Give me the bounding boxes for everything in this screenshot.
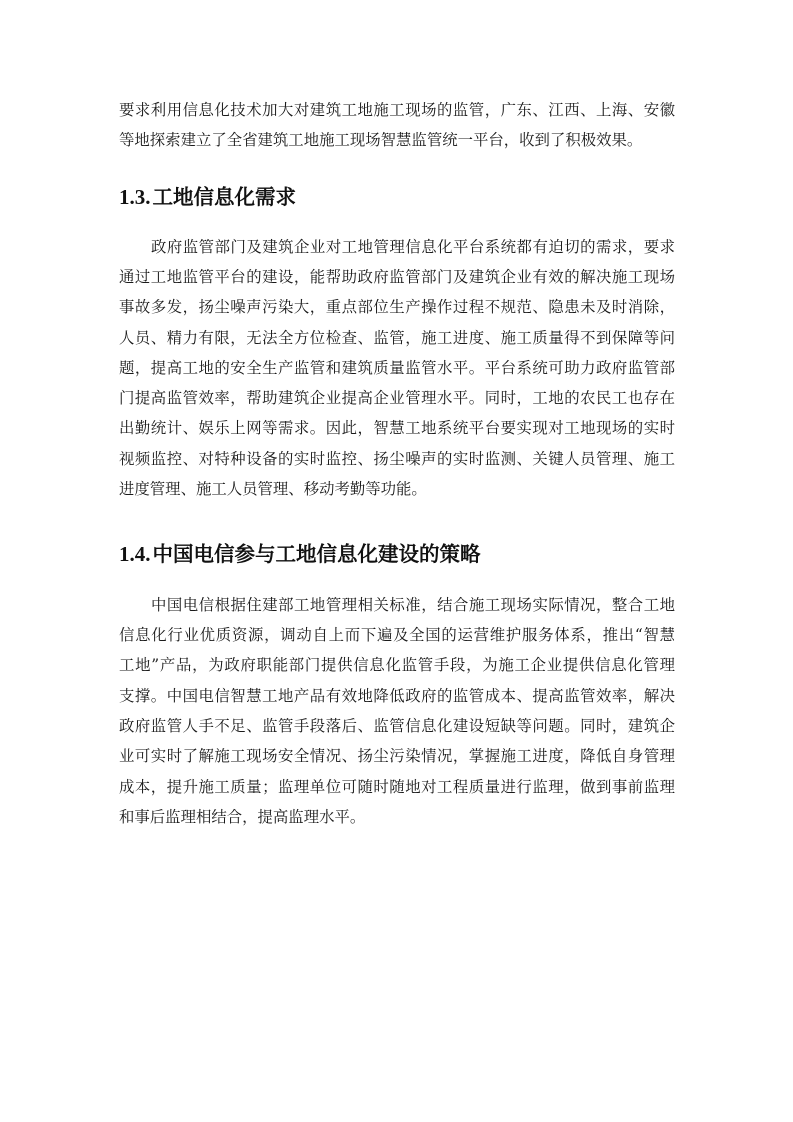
paragraph-line: 政府监管部门及建筑企业对工地管理信息化平台系统都有迫切的需求，要求	[151, 238, 675, 256]
paragraph-line: 要求利用信息化技术加大对建筑工地施工现场的监管，广东、江西、上海、安徽	[119, 101, 675, 119]
paragraph-line: 和事后监理相结合，提高监理水平。	[119, 808, 366, 826]
paragraph-line: 业可实时了解施工现场安全情况、扬尘污染情况，掌握施工进度，降低自身管理	[119, 747, 675, 765]
section-number: 1.3.	[119, 185, 151, 209]
paragraph-line: 进度管理、施工人员管理、移动考勤等功能。	[119, 480, 427, 498]
paragraph-line: 门提高监管效率，帮助建筑企业提高企业管理水平。同时，工地的农民工也存在	[119, 389, 675, 407]
paragraph-line: 成本，提升施工质量；监理单位可随时随地对工程质量进行监理，做到事前监理	[119, 778, 675, 796]
section-title: 工地信息化需求	[152, 185, 296, 209]
paragraph-line: 工地”产品，为政府职能部门提供信息化监管手段，为施工企业提供信息化管理	[119, 656, 675, 674]
section-number: 1.4.	[119, 542, 151, 566]
paragraph-line: 等地探索建立了全省建筑工地施工现场智慧监管统一平台，收到了积极效果。	[119, 131, 643, 149]
paragraph-line: 政府监管人手不足、监管手段落后、监管信息化建设短缺等问题。同时，建筑企	[119, 717, 675, 735]
paragraph-line: 人员、精力有限，无法全方位检查、监管，施工进度、施工质量得不到保障等问	[119, 329, 675, 347]
section-heading-1-3	[119, 182, 296, 212]
section-heading-1-4	[119, 539, 481, 569]
paragraph-line: 支撑。中国电信智慧工地产品有效地降低政府的监管成本、提高监管效率，解决	[119, 687, 675, 705]
paragraph-line: 中国电信根据住建部工地管理相关标准，结合施工现场实际情况，整合工地	[151, 596, 675, 614]
section-title: 中国电信参与工地信息化建设的策略	[152, 542, 481, 566]
paragraph-line: 事故多发，扬尘噪声污染大，重点部位生产操作过程不规范、隐患未及时消除，	[119, 298, 675, 316]
paragraph-line: 题，提高工地的安全生产监管和建筑质量监管水平。平台系统可助力政府监管部	[119, 359, 675, 377]
paragraph-line: 视频监控、对特种设备的实时监控、扬尘噪声的实时监测、关键人员管理、施工	[119, 450, 675, 468]
paragraph-line: 信息化行业优质资源，调动自上而下遍及全国的运营维护服务体系，推出“智慧	[119, 626, 675, 644]
paragraph-line: 出勤统计、娱乐上网等需求。因此，智慧工地系统平台要实现对工地现场的实时	[119, 419, 675, 437]
paragraph-line: 通过工地监管平台的建设，能帮助政府监管部门及建筑企业有效的解决施工现场	[119, 268, 675, 286]
